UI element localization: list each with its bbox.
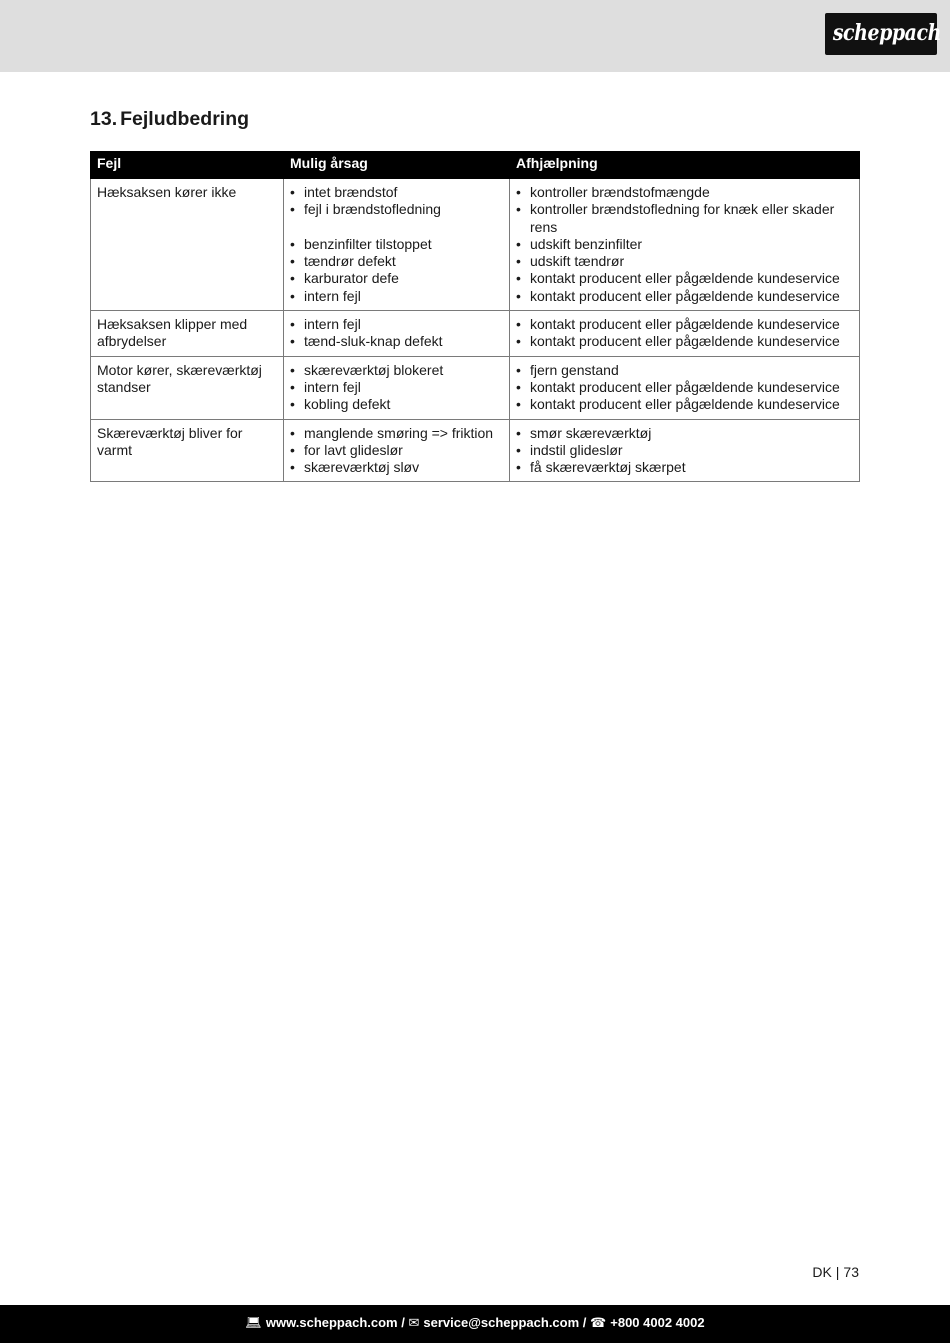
- troubleshooting-table: [90, 151, 860, 482]
- table-row: [91, 419, 860, 482]
- cause-list: [290, 316, 503, 351]
- list-spacer: [290, 219, 503, 236]
- list-item: • tændrør defekt: [290, 253, 503, 270]
- list-item: • kontroller brændstofledning for knæk eller skader rens: [516, 201, 853, 236]
- section-number: 13.: [90, 108, 118, 130]
- list-item: • intern fejl: [290, 288, 503, 305]
- remedy-list: [516, 362, 853, 414]
- section-heading: [90, 108, 249, 131]
- fault-cell: Hæksaksen klipper med afbrydelser: [91, 311, 284, 357]
- list-item: • skæreværktøj sløv: [290, 459, 503, 476]
- list-item: • smør skæreværktøj: [516, 425, 853, 442]
- list-item: • intet brændstof: [290, 184, 503, 201]
- list-item: • fejl i brændstofledning: [290, 201, 503, 218]
- list-item: • kobling defekt: [290, 396, 503, 413]
- list-item: • kontakt producent eller pågældende kundeservice: [516, 333, 853, 350]
- logo-wordmark: scheppach: [832, 20, 941, 46]
- laptop-icon: 💻︎: [245, 1315, 262, 1330]
- list-item: • tænd-sluk-knap defekt: [290, 333, 503, 350]
- fault-cell: Motor kører, skæreværktøj standser: [91, 356, 284, 419]
- cause-list: [290, 184, 503, 305]
- footer-website-link[interactable]: www.scheppach.com: [265, 1315, 398, 1330]
- footer-separator: /: [582, 1315, 587, 1330]
- list-item: • udskift benzinfilter: [516, 236, 853, 253]
- remedy-list: [516, 316, 853, 351]
- list-item: • skæreværktøj blokeret: [290, 362, 503, 379]
- page-separator: |: [835, 1264, 840, 1280]
- table-row: [91, 179, 860, 311]
- list-item: • kontakt producent eller pågældende kundeservice: [516, 270, 853, 287]
- table-header-row: [91, 152, 860, 179]
- column-header-remedy: Afhjælpning: [510, 152, 860, 179]
- remedy-cell: [510, 419, 860, 482]
- list-item: • intern fejl: [290, 379, 503, 396]
- column-header-cause: Mulig årsag: [284, 152, 510, 179]
- cause-cell: [284, 419, 510, 482]
- mail-icon: ✉︎: [408, 1315, 420, 1330]
- fault-cell: Hæksaksen kører ikke: [91, 179, 284, 311]
- page-number: [780, 1264, 859, 1280]
- header-band: [0, 0, 950, 72]
- remedy-list: [516, 425, 853, 477]
- list-item: • kontroller brændstofmængde: [516, 184, 853, 201]
- list-item: • kontakt producent eller pågældende kundeservice: [516, 379, 853, 396]
- remedy-cell: [510, 356, 860, 419]
- column-header-fault: Fejl: [91, 152, 284, 179]
- list-item: • intern fejl: [290, 316, 503, 333]
- list-item: • benzinfilter tilstoppet: [290, 236, 503, 253]
- list-item: • kontakt producent eller pågældende kundeservice: [516, 288, 853, 305]
- fault-cell: Skæreværktøj bliver for varmt: [91, 419, 284, 482]
- list-item: • indstil glideslør: [516, 442, 853, 459]
- language-code: DK: [812, 1264, 832, 1280]
- footer-separator: /: [401, 1315, 405, 1330]
- table-row: [91, 356, 860, 419]
- list-item: • udskift tændrør: [516, 253, 853, 270]
- cause-cell: [284, 356, 510, 419]
- list-item: • for lavt glideslør: [290, 442, 503, 459]
- footer-email-link[interactable]: service@scheppach.com: [423, 1315, 580, 1330]
- list-item: • få skæreværktøj skærpet: [516, 459, 853, 476]
- remedy-cell: [510, 179, 860, 311]
- cause-list: [290, 425, 503, 477]
- remedy-cell: [510, 311, 860, 357]
- scheppach-logo: [825, 13, 941, 55]
- cause-list: [290, 362, 503, 414]
- footer-bar: [0, 1305, 950, 1343]
- footer-phone-link[interactable]: +800 4002 4002: [610, 1315, 705, 1330]
- cause-cell: [284, 311, 510, 357]
- page-count: 73: [843, 1264, 859, 1280]
- list-item: • fjern genstand: [516, 362, 853, 379]
- cause-cell: [284, 179, 510, 311]
- list-item: • kontakt producent eller pågældende kundeservice: [516, 316, 853, 333]
- footer-contact: [0, 1305, 950, 1343]
- table-row: [91, 311, 860, 357]
- list-item: • kontakt producent eller pågældende kundeservice: [516, 396, 853, 413]
- phone-icon: ☎: [590, 1315, 607, 1330]
- section-title: Fejludbedring: [120, 108, 250, 130]
- list-item: • manglende smøring => friktion: [290, 425, 503, 442]
- list-item: • karburator defe: [290, 270, 503, 287]
- remedy-list: [516, 184, 853, 305]
